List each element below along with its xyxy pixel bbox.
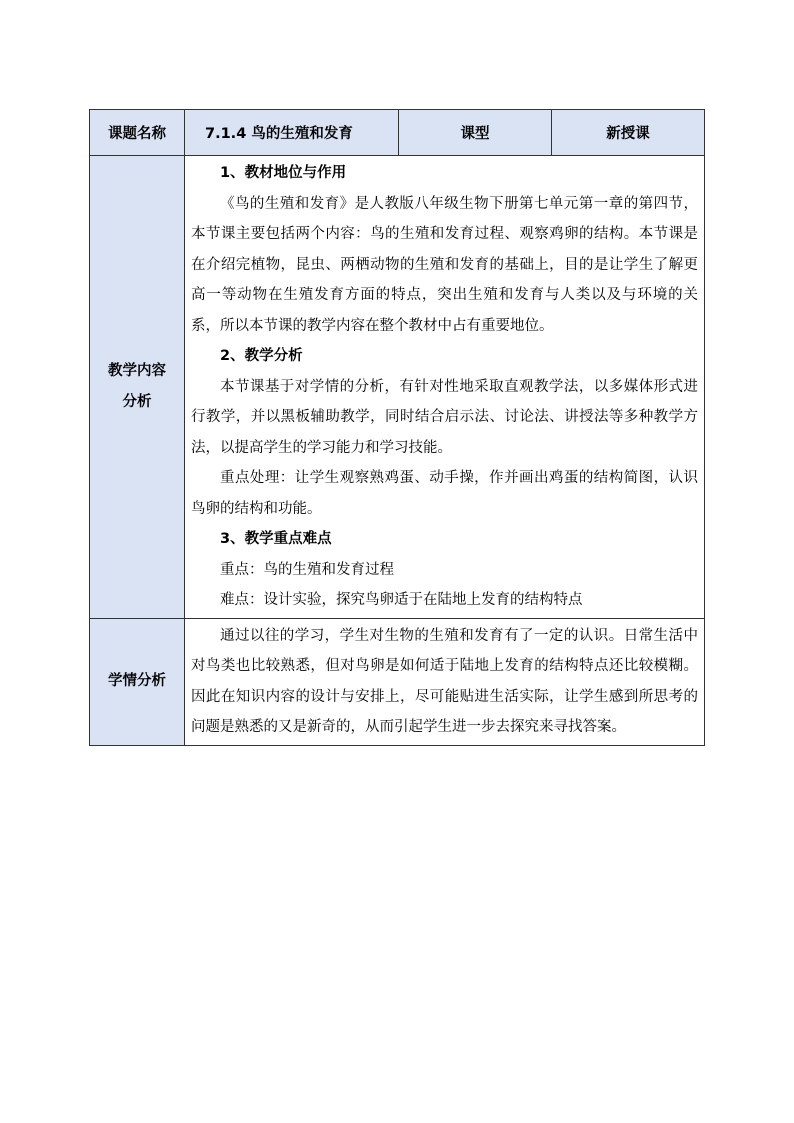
lesson-type-label: 课型 — [399, 110, 552, 156]
student-analysis-body — [185, 618, 705, 745]
topic-name-value: 7.1.4 鸟的生殖和发育 — [185, 110, 399, 156]
student-analysis-row — [90, 618, 705, 745]
content-analysis-label-line1: 教学内容 — [108, 362, 166, 379]
header-row — [90, 110, 705, 156]
key-point-text: 重点：鸟的生殖和发育过程 — [220, 561, 394, 578]
content-analysis-label-line2: 分析 — [122, 393, 152, 410]
section1-heading: 1、教材地位与作用 — [220, 165, 347, 181]
section3-heading: 3、教学重点难点 — [220, 531, 332, 547]
content-analysis-row — [90, 156, 705, 619]
difficulty-text: 难点：设计实验，探究鸟卵适于在陆地上发育的结构特点 — [220, 592, 583, 608]
topic-name-label: 课题名称 — [90, 110, 185, 156]
lesson-plan-table — [89, 109, 705, 746]
content-analysis-body — [185, 156, 705, 619]
section2-text: 本节课基于对学情的分析，有针对性地采取直观教学法，以多媒体形式进行教学，并以黑板辅助教学，同时结合启示法、讨论法、讲授法等多种教学方法，以提高学生的学习能力和学习技能。 — [191, 378, 698, 456]
student-analysis-label: 学情分析 — [90, 618, 185, 745]
lesson-type-value: 新授课 — [552, 110, 705, 156]
section1-text: 《鸟的生殖和发育》是人教版八年级生物下册第七单元第一章的第四节，本节课主要包括两个内容：鸟的生殖和发育过程、观察鸡卵的结构。本节课是在介绍完植物，昆虫、两栖动物的生殖和发育的基础上，目的是让学生了解更高一等动物在生殖发育方面的特点，突出生殖和发育与人类以及与环境的关系，所以本节课的教学内容在整个教材中占有重要地位。 — [191, 195, 698, 334]
content-analysis-label — [90, 156, 185, 619]
section2-heading: 2、教学分析 — [220, 348, 303, 364]
section2-focus: 重点处理：让学生观察熟鸡蛋、动手操，作并画出鸡蛋的结构简图，认识鸟卵的结构和功能。 — [191, 470, 698, 517]
student-analysis-text: 通过以往的学习，学生对生物的生殖和发育有了一定的认识。日常生活中对鸟类也比较熟悉，但对鸟卵是如何适于陆地上发育的结构特点还比较模糊。因此在知识内容的设计与安排上，尽可能贴进生活实际，让学生感到所思考的问题是熟悉的又是新奇的，从而引起学生进一步去探究来寻找答案。 — [191, 627, 698, 735]
